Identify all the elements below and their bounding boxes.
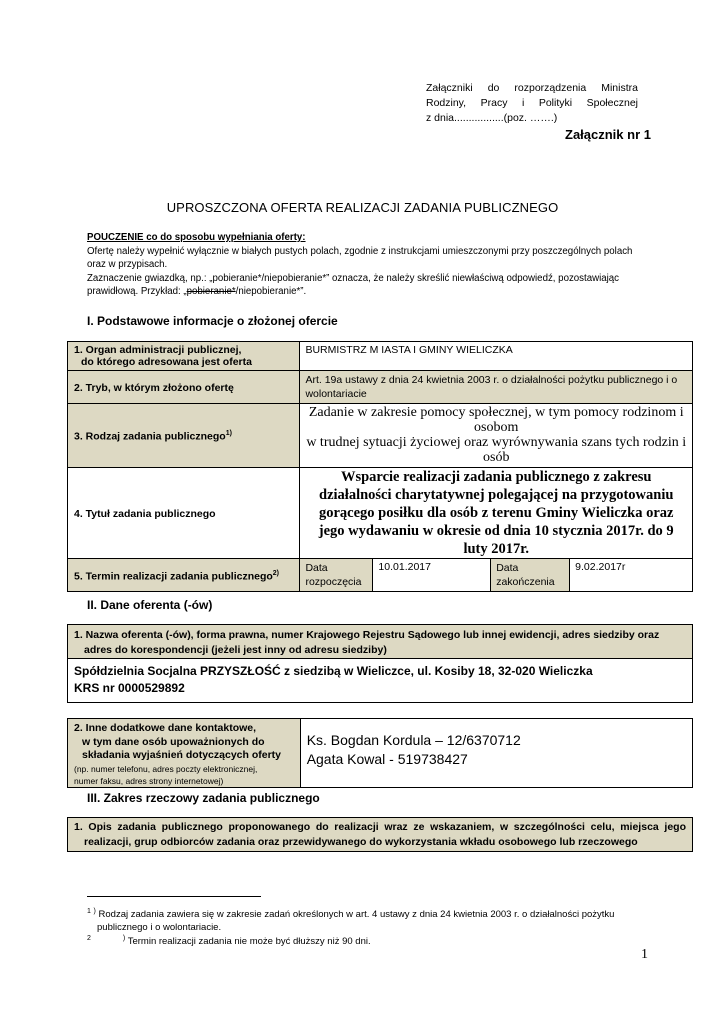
offeror-name-value (68, 659, 693, 703)
regulation-note (426, 81, 638, 126)
footnote-ref: 2) (272, 569, 280, 577)
task-type-value-line: w trudnej sytuacji życiowej oraz wyrównywania szans tych rodzin i osób (306, 435, 687, 465)
contact-label-line: składania wyjaśnień dotyczących oferty (82, 749, 281, 761)
start-date-value: 10.01.2017 (373, 559, 491, 592)
contact-label-line: 2. Inne dodatkowe dane kontaktowe, (74, 722, 257, 734)
section-1-heading: I. Podstawowe informacje o złożonej ofercie (87, 314, 338, 328)
contact-hint: (np. numer telefonu, adres poczty elektronicznej, (74, 763, 258, 774)
end-date-label: Data zakończenia (491, 559, 570, 592)
strikethrough-example: pobieranie* (186, 286, 236, 298)
instructions-line: oraz w przypisach. (87, 259, 168, 271)
offeror-name-label (68, 625, 693, 659)
task-title-label: 4. Tytuł zadania publicznego (68, 468, 300, 559)
end-date-value: 9.02.2017r (570, 559, 693, 592)
instructions-heading: POUCZENIE co do sposobu wypełniania oferty: (87, 232, 306, 243)
spacer (68, 703, 693, 719)
offeror-krs: KRS nr 0000529892 (74, 681, 185, 695)
instructions-line (87, 285, 655, 299)
footnote-marker: ) (93, 908, 96, 915)
contact-person: Ks. Bogdan Kordula – 12/6370712 (306, 732, 521, 748)
footnote-line (87, 905, 667, 921)
footnote-1 (87, 905, 667, 934)
regulation-note-line: Rodziny, Pracy i Polityki Społecznej (426, 97, 638, 109)
section-3-heading: III. Zakres rzeczowy zadania publicznego (87, 791, 320, 805)
footnote-separator (87, 896, 261, 897)
start-date-label: Data rozpoczęcia (300, 559, 373, 592)
mode-value: Art. 19a ustawy z dnia 24 kwietnia 2003 r. o działalności pożytku publicznego i o wolontariacie (300, 371, 693, 404)
footnote-text: publicznego i o wolontariacie. (97, 922, 222, 934)
task-description-label (68, 818, 693, 852)
footnote-ref: 1) (225, 430, 232, 438)
offeror-table (67, 624, 693, 788)
offeror-name-label-line: adres do korespondencji (jeżeli jest inny od adresu siedziby) (84, 643, 387, 656)
contact-value (300, 719, 692, 788)
instructions-block (87, 231, 655, 299)
task-type-value (300, 404, 693, 468)
section-2-heading: II. Dane oferenta (-ów) (87, 598, 213, 612)
instructions-text: /niepobieranie*”. (235, 286, 307, 298)
instructions-line: Ofertę należy wypełnić wyłącznie w białych pustych polach, zgodnie z instrukcjami umieszczonymi przy poszczególnych polach (87, 245, 633, 257)
footnote-marker: 2 (87, 935, 91, 942)
task-type-value-line: Zadanie w zakresie pomocy społecznej, w tym pomocy rodzinom i osobom (308, 405, 684, 435)
task-description-line: 1. Opis zadania publicznego proponowanego do realizacji wraz ze wskazaniem, w szczególności celu, miejsca jego (74, 821, 686, 833)
regulation-note-line: z dnia.................(poz. …….) (426, 112, 558, 124)
document-title: UPROSZCZONA OFERTA REALIZACJI ZADANIA PUBLICZNEGO (166, 200, 559, 215)
task-description-line: realizacji, grup odbiorców zadania oraz przewidywanego do wykorzystania wkładu osobowego lub rzeczowego (84, 836, 638, 848)
page-number: 1 (641, 947, 648, 962)
footnote-text: Termin realizacji zadania nie może być dłuższy niż 90 dni. (127, 936, 371, 948)
contact-hint: numer faksu, adres strony internetowej) (74, 775, 224, 786)
footnote-2 (87, 932, 667, 948)
term-label (68, 559, 300, 592)
scope-table (67, 817, 693, 852)
contact-label (68, 719, 301, 788)
footnote-marker: ) (122, 935, 126, 942)
task-title-value: Wsparcie realizacji zadania publicznego z zakresu działalności charytatywnej polegającej na przygotowaniu gorącego posiłku dla osób z terenu Gminy Wieliczka oraz jego wydawaniu w okresie od dnia 10 stycznia 2017r. do 9 luty 2017r. (300, 468, 693, 559)
instructions-line: Zaznaczenie gwiazdką, np.: „pobieranie*/niepobieranie*” oznacza, że należy skreślić niewłaściwą odpowiedź, pozostawiając (87, 272, 620, 284)
attachment-number: Załącznik nr 1 (565, 127, 651, 142)
term-label-text: 5. Termin realizacji zadania publicznego (74, 570, 273, 583)
organ-label (68, 342, 300, 371)
contact-person: Agata Kowal - 519738427 (306, 751, 468, 767)
task-type-label (68, 404, 300, 468)
organ-value: BURMISTRZ M IASTA I GMINY WIELICZKA (300, 342, 693, 371)
organ-label-line: 1. Organ administracji publicznej, (74, 344, 242, 356)
organ-label-line: do którego adresowana jest oferta (81, 356, 252, 368)
offeror-name-label-line: 1. Nazwa oferenta (-ów), forma prawna, numer Krajowego Rejestru Sądowego lub innej ewidencji, adres siedziby oraz (74, 629, 660, 641)
offeror-name-value-line: Spółdzielnia Socjalna PRZYSZŁOŚĆ z siedzibą w Wieliczce, ul. Kosiby 18, 32-020 Wieliczka (74, 664, 593, 678)
instructions-text: prawidłową. Przykład: „ (87, 286, 187, 298)
footnote-text: Rodzaj zadania zawiera się w zakresie zadań określonych w art. 4 ustawy z dnia 24 kwietnia 2003 r. o działalności pożytku (98, 909, 615, 921)
basic-info-table (67, 341, 693, 592)
regulation-note-line: Załączniki do rozporządzenia Ministra (426, 82, 638, 94)
contact-label-line: w tym dane osób upoważnionych do (82, 735, 265, 748)
task-type-label-text: 3. Rodzaj zadania publicznego (74, 430, 226, 443)
mode-label: 2. Tryb, w którym złożono ofertę (68, 371, 300, 404)
footnote-marker: 1 (87, 908, 91, 915)
